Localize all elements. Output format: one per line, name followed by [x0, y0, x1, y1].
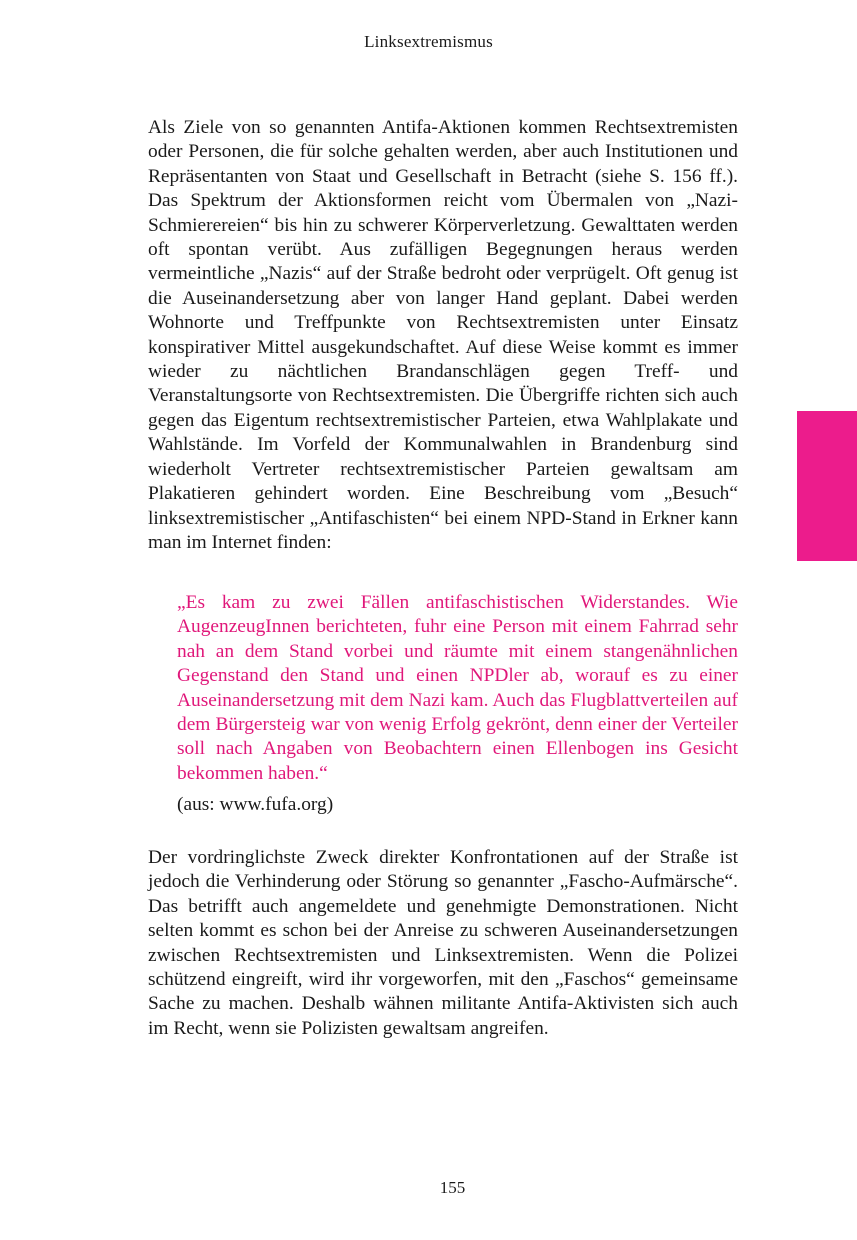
block-quote: „Es kam zu zwei Fällen antifaschistischen Widerstandes. Wie AugenzeugInnen berichteten, fuhr eine Person mit einem Fahrrad sehr nah an dem Stand vorbei und räumte mit einem stangenähnlichen Gegenstand den Stand und einen NPDler ab, worauf es zu einer Auseinandersetzung mit dem Nazi kam. Auch das Flugblattverteilen auf dem Bürgersteig war von wenig Erfolg gekrönt, denn einer der Verteiler soll nach Angaben von Beobachtern einen Ellenbogen ins Gesicht bekommen haben.“ — [177, 592, 738, 784]
chapter-thumb-tab — [797, 411, 857, 561]
body-paragraph-2: Der vordringlichste Zweck direkter Konfrontationen auf der Straße ist jedoch die Verhinderung oder Störung so genannter „Fascho-Aufmärsche“. Das betrifft auch angemeldete und genehmigte Demonstrationen. Nicht selten kommt es schon bei der Anreise zu schweren Auseinandersetzungen zwischen Rechtsextremisten und Linksextremisten. Wenn die Polizei schützend eingreift, wird ihr vorgeworfen, mit den „Faschos“ gemeinsame Sache zu machen. Deshalb wähnen militante Antifa-Aktivisten sich auch im Recht, wenn sie Polizisten gewaltsam angreifen. — [148, 847, 738, 1039]
page-number: 155 — [439, 1178, 466, 1197]
running-title: Linksextremismus — [364, 32, 493, 51]
body-paragraph-1: Als Ziele von so genannten Antifa-Aktionen kommen Rechtsextremisten oder Personen, die für solche gehalten werden, aber auch Institutionen und Repräsentanten von Staat und Gesellschaft in Betracht (siehe S. 156 ff.). Das Spektrum der Aktionsformen reicht vom Übermalen von „Nazi-Schmierereien“ bis hin zu schwerer Körperverletzung. Gewalttaten werden oft spontan verübt. Aus zufälligen Begegnungen heraus werden vermeintliche „Nazis“ auf der Straße bedroht oder verprügelt. Oft genug ist die Auseinandersetzung aber von langer Hand geplant. Dabei werden Wohnorte und Treffpunkte von Rechtsextremisten unter Einsatz konspirativer Mittel ausgekundschaftet. Auf diese Weise kommt es immer wieder zu nächtlichen Brandanschlägen gegen Treff- und Veranstaltungsorte von Rechtsextremisten. Die Übergriffe richten sich auch gegen das Eigentum rechtsextremistischer Parteien, etwa Wahlplakate und Wahlstände. Im Vorfeld der Kommunalwahlen in Brandenburg sind wiederholt Vertreter rechtsextremistischer Parteien gewaltsam am Plakatieren gehindert worden. Eine Beschreibung vom „Besuch“ linksextremistischer „Antifaschisten“ bei einem NPD-Stand in Erkner kann man im Internet finden: — [148, 117, 738, 553]
quote-source: (aus: www.fufa.org) — [177, 794, 334, 815]
